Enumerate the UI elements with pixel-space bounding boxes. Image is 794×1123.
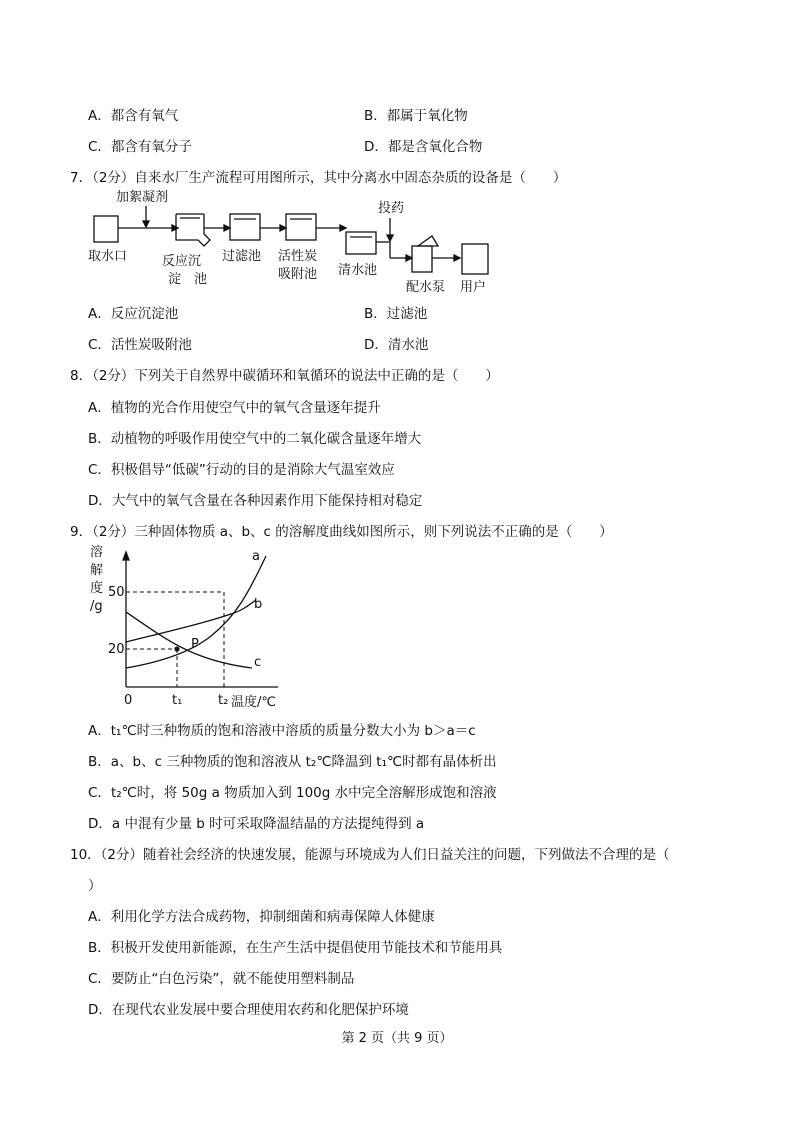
option-text: 活性炭吸附池 [110, 337, 192, 353]
option-text: 植物的光合作用使空气中的氧气含量逐年提升 [110, 400, 381, 416]
q10-option-a [88, 905, 435, 925]
filter-tank [230, 214, 260, 240]
option-letter: C． [88, 971, 111, 987]
ylabel-char-2: 解 [90, 563, 104, 578]
option-letter: D． [88, 816, 112, 832]
q9-option-b [88, 750, 497, 770]
q9-option-c [88, 781, 497, 801]
option-letter: D． [88, 493, 112, 509]
point-p-label: P [191, 637, 199, 652]
filter-label: 过滤池 [222, 249, 262, 264]
option-text: 都含有氧气 [110, 108, 179, 124]
option-letter: B． [88, 431, 111, 447]
option-text: 清水池 [387, 337, 429, 353]
q8-option-a [88, 396, 381, 416]
q6-option-c [88, 135, 192, 155]
option-text: 都含有氧分子 [110, 139, 192, 155]
q7-option-a [88, 302, 178, 322]
carbon-tank [286, 214, 316, 240]
ylabel-char-1: 溶 [90, 545, 104, 560]
intake-box [94, 216, 118, 242]
option-text: 要防止“白色污染”，就不能使用塑料制品 [110, 971, 355, 987]
settling-label-2: 淀 池 [168, 272, 208, 287]
carbon-label-1: 活性炭 [278, 249, 318, 264]
option-letter: C． [88, 337, 111, 353]
settling-label-1: 反应沉 [162, 254, 202, 269]
q6-option-b [364, 104, 468, 124]
y-tick-50: 50 [108, 585, 125, 600]
option-letter: A． [88, 306, 111, 322]
q6-option-d [364, 135, 482, 155]
solubility-graph [86, 544, 296, 714]
option-letter: D． [364, 139, 388, 155]
q7-option-c [88, 333, 192, 353]
option-letter: C． [88, 462, 111, 478]
pump-box [412, 246, 432, 272]
q9-option-a [88, 719, 476, 739]
q10-option-d [88, 998, 409, 1018]
y-tick-20: 20 [108, 642, 125, 657]
option-letter: A． [88, 400, 111, 416]
option-text: 都是含氧化合物 [387, 139, 483, 155]
option-letter: B． [88, 754, 111, 770]
option-letter: A． [88, 909, 111, 925]
q10-option-b [88, 936, 502, 956]
q8-option-c [88, 458, 395, 478]
curve-a-label: a [252, 549, 260, 564]
q7-option-b [364, 302, 427, 322]
option-text: 大气中的氧气含量在各种因素作用下能保持相对稳定 [111, 493, 423, 509]
option-text: 利用化学方法合成药物，抑制细菌和病毒保障人体健康 [110, 909, 435, 925]
page-footer: 第 2 页（共 9 页） [341, 1031, 453, 1046]
q10-option-c [88, 967, 354, 987]
arrow-head [172, 225, 178, 231]
option-text: 在现代农业发展中要合理使用农药和化肥保护环境 [111, 1002, 409, 1018]
curve-c-label: c [254, 655, 262, 670]
curve-c [126, 612, 252, 668]
option-text: 积极开发使用新能源，在生产生活中提倡使用节能技术和节能用具 [110, 940, 503, 956]
user-label: 用户 [460, 280, 487, 295]
option-text: 都属于氧化物 [386, 108, 468, 124]
option-text: 反应沉淀池 [110, 306, 179, 322]
q10-stem-line-2: ） [88, 878, 102, 894]
option-text: t₁℃时三种物质的饱和溶液中溶质的质量分数大小为 b＞a＝c [110, 723, 476, 739]
clear-water-label: 清水池 [338, 263, 378, 278]
ylabel-char-4: /g [90, 599, 103, 614]
clear-water-tank [346, 232, 376, 254]
q9-option-d [88, 812, 424, 832]
option-text: a 中混有少量 b 时可采取降温结晶的方法提纯得到 a [111, 816, 425, 832]
process-flow-svg [88, 188, 508, 298]
option-text: 积极倡导“低碳”行动的目的是消除大气温室效应 [110, 462, 395, 478]
arrow-head [143, 221, 149, 227]
t1-label: t₁ [172, 693, 183, 708]
curve-b-label: b [254, 597, 263, 612]
y-axis-arrow [123, 552, 129, 560]
solubility-svg [86, 544, 296, 714]
option-letter: B． [88, 940, 111, 956]
option-letter: D． [88, 1002, 112, 1018]
origin-label: 0 [124, 693, 133, 708]
option-text: t₂℃时，将 50g a 物质加入到 100g 水中完全溶解形成饱和溶液 [110, 785, 497, 801]
carbon-label-2: 吸附池 [278, 267, 318, 282]
water-treatment-diagram [88, 188, 508, 298]
settling-tank [176, 214, 210, 246]
q7-option-d [364, 333, 428, 353]
option-letter: B． [364, 108, 387, 124]
q8-stem: 8．（2分）下列关于自然界中碳循环和氧循环的说法中正确的是（ ） [70, 368, 499, 384]
t2-label: t₂ [218, 693, 229, 708]
q6-option-a [88, 104, 178, 124]
option-letter: C． [88, 785, 111, 801]
option-letter: C． [88, 139, 111, 155]
option-text: a、b、c 三种物质的饱和溶液从 t₂℃降温到 t₁℃时都有晶体析出 [110, 754, 497, 770]
option-letter: A． [88, 108, 111, 124]
option-letter: A． [88, 723, 111, 739]
x-axis-label: 温度/℃ [231, 695, 276, 710]
q8-option-b [88, 427, 421, 447]
point-p [174, 646, 179, 651]
option-text: 过滤池 [386, 306, 428, 322]
pump-label: 配水泵 [406, 280, 446, 295]
coagulant-label: 加絮凝剂 [116, 190, 169, 205]
pump-roof [418, 236, 438, 246]
option-letter: D． [364, 337, 388, 353]
q9-stem: 9．（2分）三种固体物质 a、b、c 的溶解度曲线如图所示，则下列说法不正确的是（ ） [70, 524, 613, 540]
q8-option-d [88, 489, 422, 509]
dose-label: 投药 [378, 201, 405, 216]
intake-label: 取水口 [88, 249, 128, 264]
curve-b [126, 600, 256, 642]
option-text: 动植物的呼吸作用使空气中的二氧化碳含量逐年增大 [110, 431, 422, 447]
q7-stem: 7．（2分）自来水厂生产流程可用图所示，其中分离水中固态杂质的设备是（ ） [70, 170, 567, 186]
q10-stem-line-1: 10．（2分）随着社会经济的快速发展，能源与环境成为人们日益关注的问题，下列做法不合理的是（ [70, 847, 670, 863]
ylabel-char-3: 度 [90, 581, 104, 596]
option-letter: B． [364, 306, 387, 322]
user-box [462, 244, 488, 274]
